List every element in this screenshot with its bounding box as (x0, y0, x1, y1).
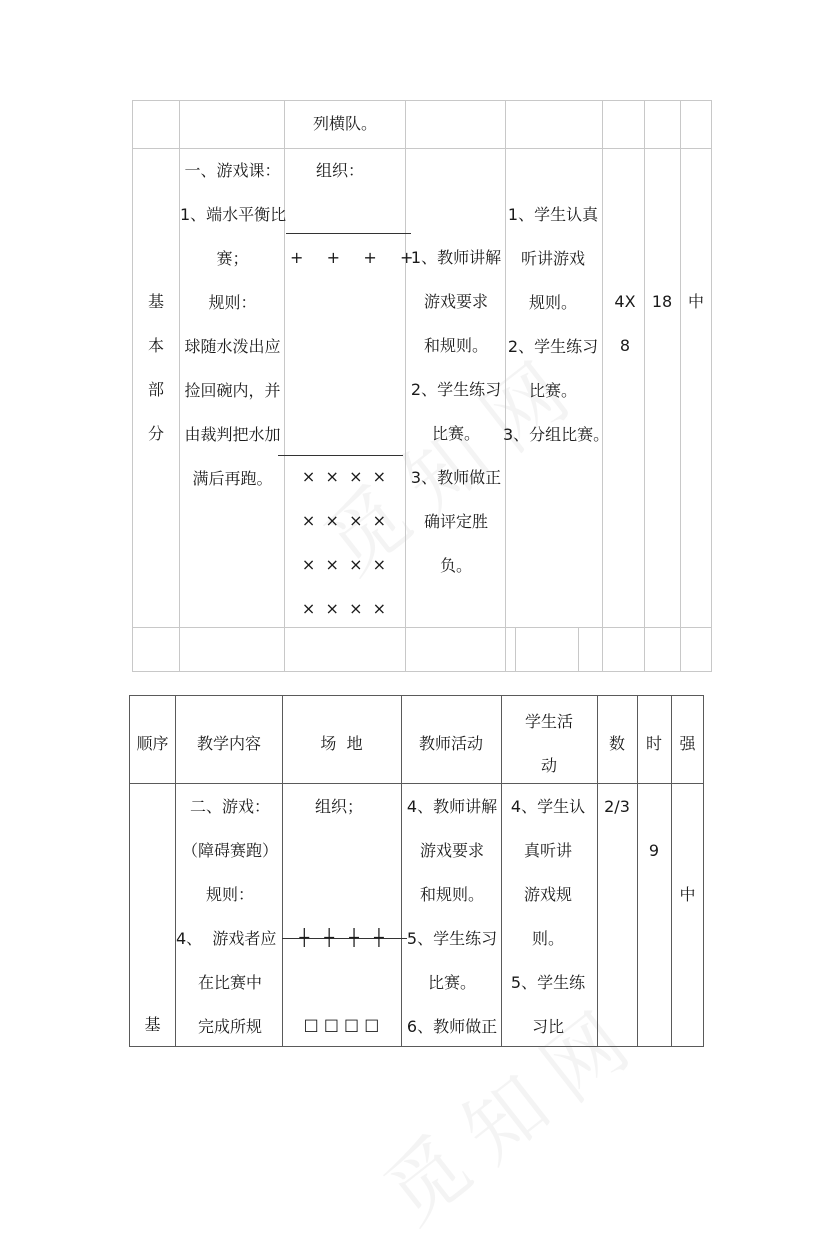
venue-x-grid (288, 455, 400, 631)
student-line: 真听讲 (523, 841, 572, 860)
venue-tick-row (284, 916, 399, 960)
teacher-line: 比赛。 (431, 424, 480, 443)
teacher-line: 和规则。 (419, 885, 484, 904)
student-activity-2 (500, 785, 596, 1049)
content-line: （障碍赛跑） (181, 841, 278, 860)
venue-line-top (286, 233, 411, 234)
content-line: 满后再跑。 (192, 469, 273, 488)
teacher-line: 游戏要求 (423, 292, 488, 311)
venue-plus-row (290, 236, 416, 280)
student-activity (503, 193, 610, 457)
student-line: 2、学生练习 (507, 337, 599, 356)
header-venue: 场 地 (320, 734, 363, 753)
teacher-line: 确评定胜 (423, 512, 488, 531)
teacher-line: 和规则。 (423, 336, 488, 355)
count-value-line2: 8 (619, 336, 631, 355)
content-continuation: 列横队。 (312, 114, 377, 133)
student-line: 规则。 (528, 293, 577, 312)
header-count: 数 (608, 734, 625, 753)
section-label-2: 基 (144, 1015, 161, 1034)
student-line: 则。 (531, 929, 564, 948)
venue-label-2: 组织； (314, 797, 363, 816)
x-row: × × × × (301, 467, 387, 486)
content-line: 二、游戏： (189, 797, 270, 816)
teacher-line: 4、教师讲解 (406, 797, 498, 816)
student-line: 习比 (531, 1017, 564, 1036)
header-student-line1: 学生活 (524, 712, 573, 731)
teacher-line: 负。 (439, 556, 472, 575)
teacher-activity (406, 236, 506, 588)
x-row: × × × × (301, 555, 387, 574)
content-line: 完成所规 (197, 1017, 262, 1036)
teacher-line: 5、学生练习 (406, 929, 498, 948)
content-line: 在比赛中 (197, 973, 262, 992)
tick-mark: ┼ (374, 928, 384, 947)
student-line: 听讲游戏 (520, 249, 585, 268)
venue-label: 组织： (315, 161, 364, 180)
header-order: 顺序 (136, 734, 169, 753)
x-row: × × × × (301, 599, 387, 618)
content-line: 规则： (208, 293, 257, 312)
content-line: 由裁判把水加 (184, 425, 281, 444)
student-line: 4、学生认 (510, 797, 586, 816)
teacher-line: 游戏要求 (419, 841, 484, 860)
count-value-2: 2/3 (604, 797, 630, 816)
intensity-value-2: 中 (679, 885, 696, 904)
section-char: 基 (147, 292, 164, 311)
tick-mark: ┼ (324, 928, 334, 947)
teacher-line: 比赛。 (427, 973, 476, 992)
student-line: 游戏规 (523, 885, 572, 904)
plus-mark: + (326, 248, 343, 267)
student-line: 5、学生练 (510, 973, 586, 992)
x-row: × × × × (301, 511, 387, 530)
square-mark: □ (323, 1015, 339, 1034)
content-line: 1、端水平衡比 (180, 205, 287, 224)
square-mark: □ (344, 1015, 360, 1034)
section-label (132, 280, 180, 456)
teacher-line: 2、学生练习 (410, 380, 502, 399)
teacher-line: 1、教师讲解 (410, 248, 502, 267)
header-content: 教学内容 (196, 734, 261, 753)
plus-mark: + (363, 248, 379, 267)
content-line: 一、游戏课： (184, 161, 281, 180)
intensity-value: 中 (687, 292, 704, 311)
plus-mark: + (290, 248, 306, 267)
teacher-line: 3、教师做正 (410, 468, 502, 487)
content-line: 捡回碗内，并 (184, 381, 281, 400)
content-line: 赛； (216, 249, 249, 268)
teacher-line: 6、教师做正 (406, 1017, 498, 1036)
square-mark: □ (303, 1015, 319, 1034)
header-time: 时 (645, 734, 662, 753)
tick-mark: ┼ (299, 928, 309, 947)
time-value-2: 9 (648, 841, 660, 860)
tick-mark: ┼ (349, 928, 359, 947)
venue-square-row (284, 1003, 399, 1047)
section-char: 部 (147, 380, 164, 399)
header-intensity: 强 (679, 734, 696, 753)
header-teacher: 教师活动 (418, 734, 483, 753)
student-line: 3、分组比赛。 (503, 425, 610, 444)
section-char: 分 (147, 424, 164, 443)
section-char: 本 (147, 336, 164, 355)
time-value: 18 (651, 292, 673, 311)
teacher-activity-2 (402, 785, 502, 1049)
header-student-line2: 动 (540, 756, 557, 775)
count-value: 4X (614, 292, 636, 311)
content-line: 球随水泼出应 (184, 337, 281, 356)
content-line: 4、 游戏者应 (176, 929, 277, 948)
teaching-content (180, 149, 285, 501)
teaching-content-2 (176, 785, 284, 1049)
square-mark: □ (364, 1015, 380, 1034)
student-line: 比赛。 (528, 381, 577, 400)
plus-mark: + (400, 248, 416, 267)
student-line: 1、学生认真 (507, 205, 599, 224)
content-line: 规则： (205, 885, 254, 904)
